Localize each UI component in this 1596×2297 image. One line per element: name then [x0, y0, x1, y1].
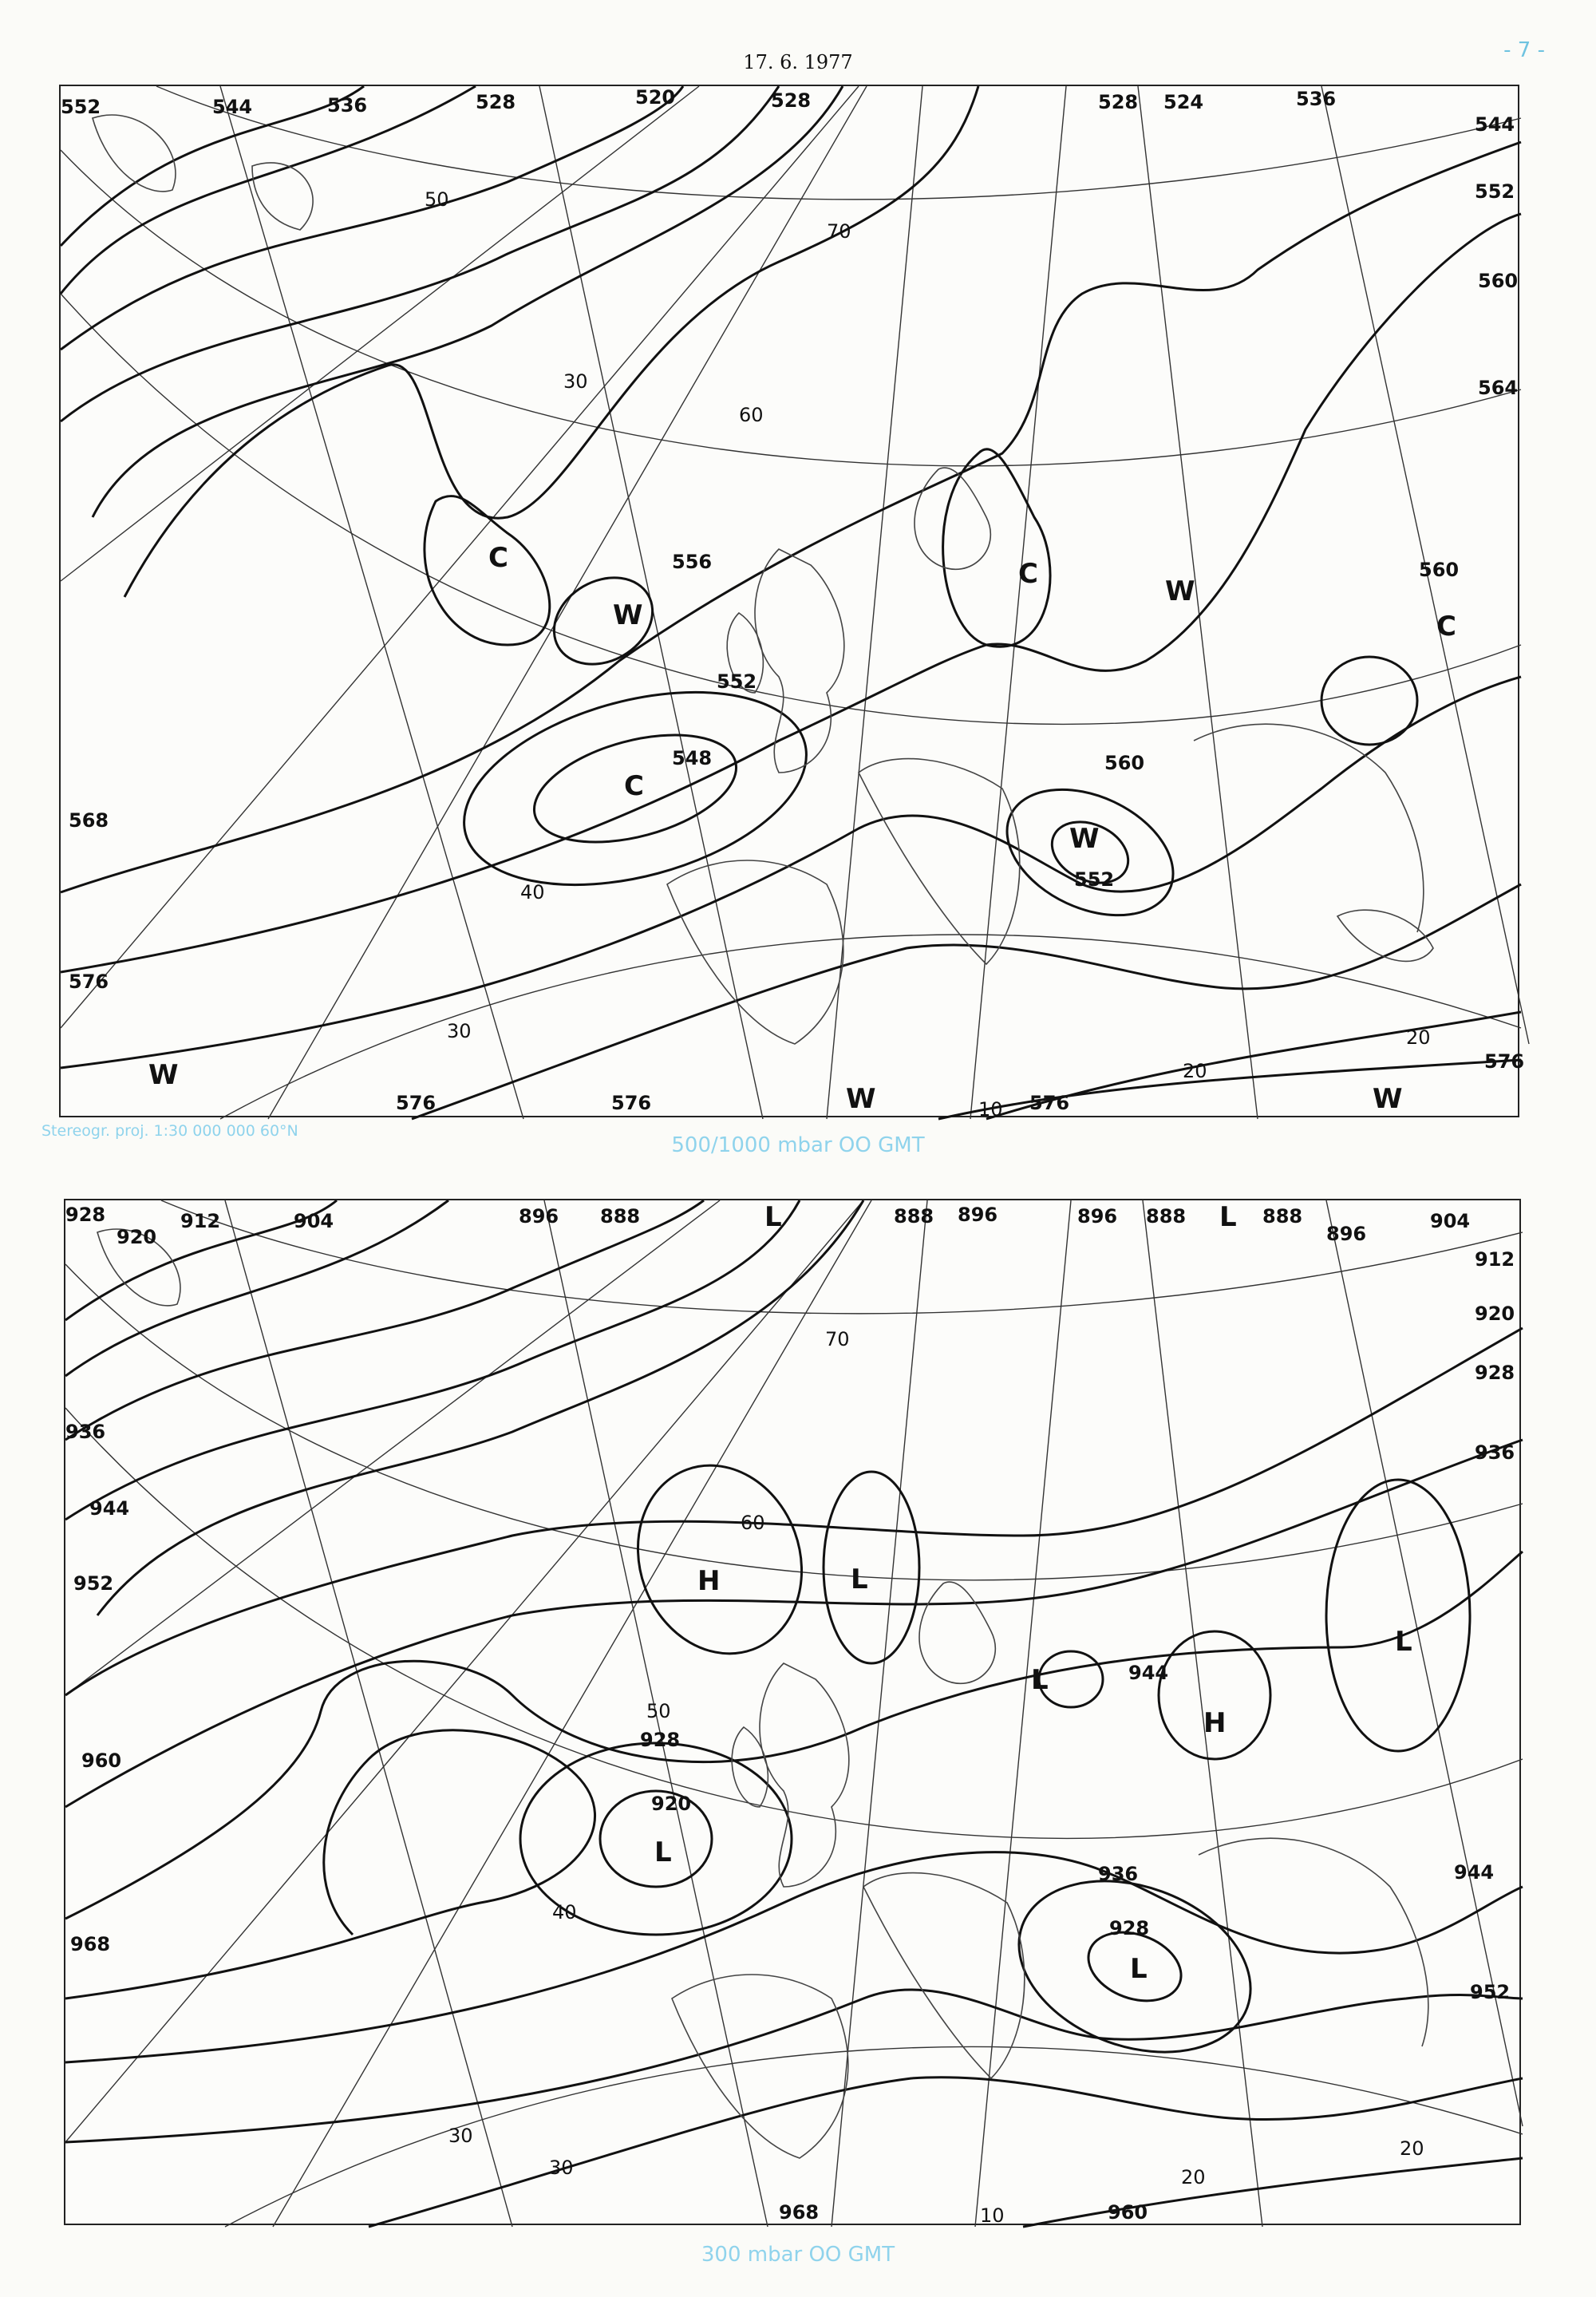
- isoline-label: 576: [611, 1092, 652, 1114]
- isohypse-lines: [65, 1200, 1523, 2227]
- isoline-label: 536: [327, 94, 368, 117]
- warm-center-label: W: [148, 1059, 179, 1091]
- isoline-label: 928: [1109, 1917, 1150, 1939]
- latitude-label: 70: [825, 1328, 850, 1350]
- longitude-label: 10: [978, 1098, 1003, 1121]
- warm-center-label: W: [1165, 575, 1195, 607]
- longitude-label: 20: [1183, 1060, 1207, 1082]
- low-center-label: L: [851, 1564, 868, 1595]
- cold-center-label: C: [624, 770, 644, 802]
- isoline-label: 944: [89, 1497, 130, 1520]
- page-number: - 7 -: [1503, 38, 1545, 62]
- cold-center-label: W: [1069, 823, 1100, 855]
- isoline-label: 560: [1419, 559, 1460, 581]
- isoline-label: 944: [1454, 1861, 1495, 1884]
- isoline-label: 936: [1475, 1441, 1515, 1464]
- isoline-label: 528: [476, 91, 516, 113]
- latitude-label: 60: [741, 1512, 765, 1534]
- isoline-label: 928: [1475, 1362, 1515, 1384]
- projection-note: Stereogr. proj. 1:30 000 000 60°N: [41, 1122, 298, 1140]
- isoline-label: 952: [73, 1572, 114, 1595]
- isoline-label: 920: [651, 1793, 692, 1815]
- isoline-label: 912: [1475, 1248, 1515, 1271]
- isoline-label: 952: [1470, 1981, 1511, 2003]
- isoline-label: 896: [958, 1204, 998, 1226]
- isoline-label: 576: [1029, 1092, 1070, 1114]
- isoline-label: 576: [69, 971, 109, 993]
- longitude-label: 30: [448, 2125, 473, 2147]
- isoline-label: 928: [640, 1729, 681, 1751]
- isoline-label: 544: [212, 96, 253, 118]
- isoline-label: 888: [600, 1205, 641, 1228]
- map-300-mbar: [64, 1199, 1521, 2225]
- isoline-label: 936: [1098, 1863, 1139, 1885]
- isoline-label: 552: [717, 670, 757, 693]
- low-center-label: L: [1219, 1201, 1237, 1233]
- isoline-label: 968: [779, 2201, 820, 2224]
- latitude-label: 40: [520, 881, 545, 903]
- chart-date: 17. 6. 1977: [743, 51, 853, 73]
- longitude-label: 10: [980, 2204, 1005, 2227]
- isoline-label: 888: [894, 1205, 934, 1228]
- longitude-label: 30: [447, 1020, 472, 1042]
- isoline-label: 904: [294, 1210, 334, 1232]
- high-center-label: H: [1203, 1707, 1227, 1739]
- latitude-label: 40: [552, 1901, 577, 1923]
- coastlines: [93, 115, 1433, 1044]
- warm-center-label: W: [846, 1083, 876, 1115]
- longitude-label: 30: [563, 370, 588, 393]
- coastlines: [97, 1226, 1428, 2158]
- isoline-label: 520: [635, 86, 676, 109]
- isoline-label: 560: [1104, 752, 1145, 774]
- isoline-label: 560: [1478, 270, 1519, 292]
- isoline-label: 564: [1478, 377, 1519, 399]
- longitude-label: 20: [1181, 2166, 1206, 2188]
- isoline-label: 920: [1475, 1303, 1515, 1325]
- isoline-label: 960: [1108, 2201, 1148, 2224]
- isoline-label: 576: [1484, 1050, 1525, 1073]
- isoline-label: 904: [1430, 1210, 1471, 1232]
- warm-center-label: W: [613, 599, 643, 631]
- isoline-label: 576: [396, 1092, 437, 1114]
- low-center-label: L: [764, 1201, 782, 1233]
- low-center-label: L: [1031, 1664, 1049, 1696]
- isoline-label: 556: [672, 551, 713, 573]
- cold-center-label: C: [1018, 558, 1038, 590]
- upper-map-caption: 500/1000 mbar OO GMT: [671, 1133, 925, 1157]
- isoline-label: 928: [65, 1204, 106, 1226]
- isoline-label: 896: [1326, 1223, 1367, 1245]
- isoline-label: 524: [1163, 91, 1204, 113]
- low-center-label: L: [1130, 1953, 1148, 1985]
- isoline-label: 896: [1077, 1205, 1118, 1228]
- graticule: [65, 1200, 1523, 2227]
- isoline-label: 920: [117, 1226, 157, 1248]
- latitude-label: 60: [739, 404, 764, 426]
- cold-center-label: C: [488, 542, 508, 574]
- isoline-label: 888: [1262, 1205, 1303, 1228]
- low-center-label: L: [654, 1836, 672, 1868]
- map-500-1000-mbar: [59, 85, 1525, 1121]
- isoline-label: 568: [69, 809, 109, 832]
- isoline-label: 552: [1475, 180, 1515, 203]
- latitude-label: 50: [425, 188, 449, 211]
- low-center-label: L: [1395, 1626, 1412, 1658]
- isohypse-lines: [61, 86, 1521, 1119]
- isoline-label: 536: [1296, 88, 1337, 110]
- isoline-label: 552: [1074, 868, 1115, 891]
- isoline-label: 896: [519, 1205, 559, 1228]
- isoline-label: 944: [1128, 1662, 1169, 1684]
- isoline-label: 548: [672, 747, 713, 769]
- map-300-contours: [65, 1200, 1523, 2227]
- isoline-label: 552: [61, 96, 101, 118]
- isoline-label: 544: [1475, 113, 1515, 136]
- isoline-label: 936: [65, 1421, 106, 1443]
- map-500-1000-contours: [61, 86, 1521, 1119]
- isoline-label: 968: [70, 1933, 111, 1955]
- latitude-label: 50: [646, 1700, 671, 1722]
- longitude-label: 20: [1406, 1026, 1431, 1049]
- isoline-label: 912: [180, 1210, 221, 1232]
- longitude-label: 20: [1400, 2137, 1424, 2160]
- lower-map-caption: 300 mbar OO GMT: [701, 2243, 895, 2267]
- warm-center-label: W: [1373, 1083, 1403, 1115]
- isoline-label: 528: [771, 89, 812, 112]
- high-center-label: H: [697, 1565, 721, 1597]
- cold-center-label: C: [1436, 611, 1456, 642]
- isoline-label: 888: [1146, 1205, 1187, 1228]
- graticule: [61, 86, 1529, 1119]
- isoline-label: 960: [81, 1749, 122, 1772]
- isoline-label: 528: [1098, 91, 1139, 113]
- latitude-label: 70: [827, 220, 851, 243]
- longitude-label: 30: [549, 2157, 574, 2179]
